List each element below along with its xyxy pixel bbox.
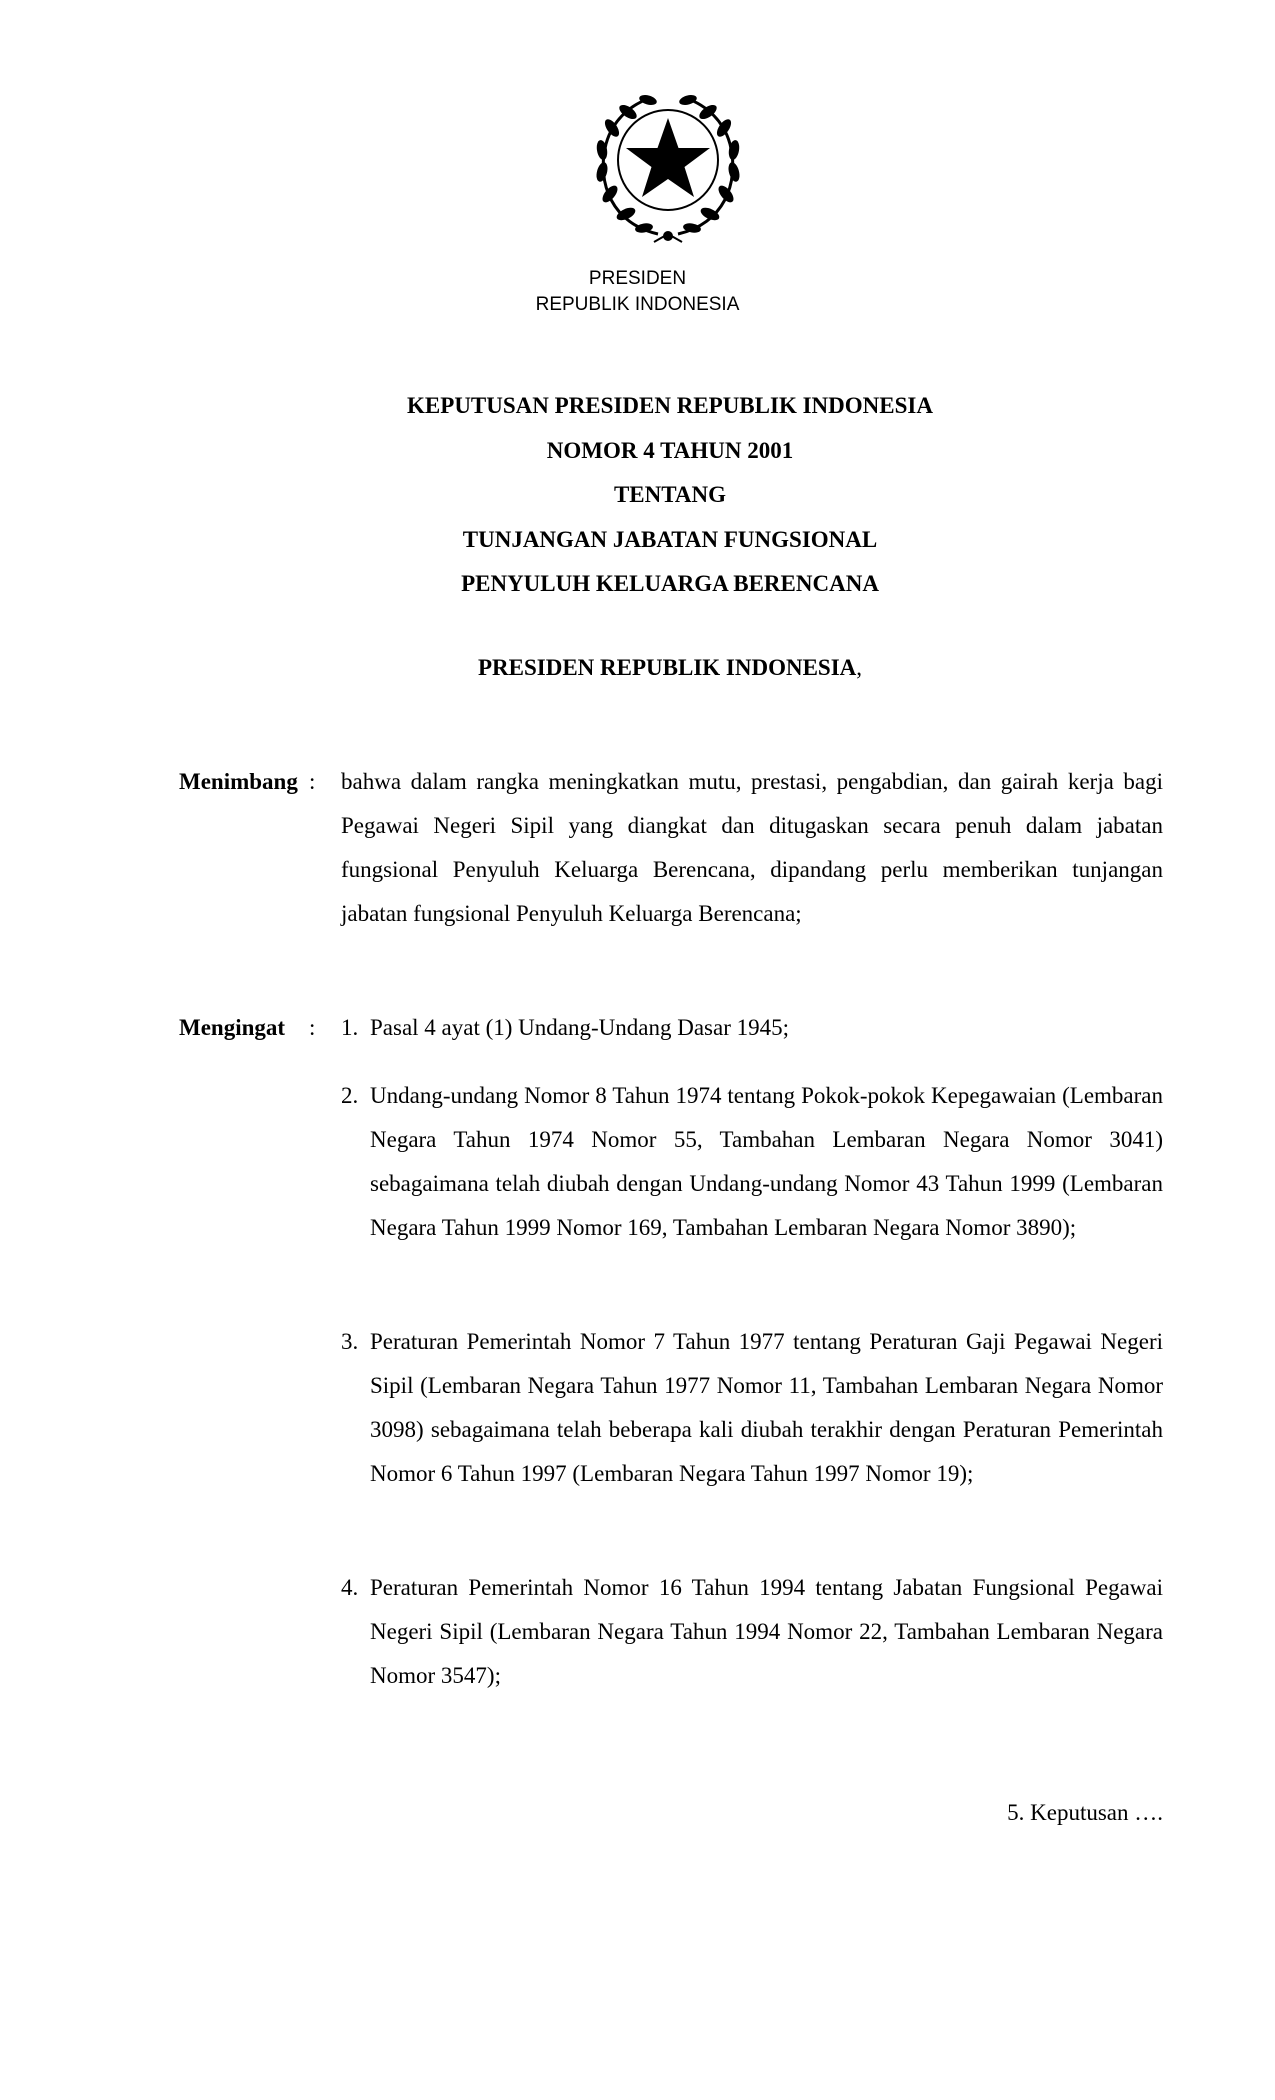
mengingat-colon: : <box>309 1015 316 1040</box>
menimbang-label: Menimbang <box>179 769 298 794</box>
menimbang-text: bahwa dalam rangka meningkatkan mutu, prestasi, pengabdian, dan gairah kerja bagi Pegawai Negeri Sipil yang diangkat dan ditugaskan secara penuh dalam jabatan fungsional Penyuluh Keluarga Berencana, dipandang perlu memberikan tunjangan jabatan fungsional Penyuluh Keluarga Berencana; <box>341 769 1163 926</box>
mengingat-item-1-num: 1. <box>341 1015 359 1040</box>
title-line-2: NOMOR 4 TAHUN 2001 <box>546 437 794 463</box>
mengingat-item-4-text: Peraturan Pemerintah Nomor 16 Tahun 1994 tentang Jabatan Fungsional Pegawai Negeri Sipil (Lembaran Negara Tahun 1994 Nomor 22, Tambahan Lembaran Negara Nomor 3547); <box>370 1575 1163 1688</box>
mengingat-item-1-text: Pasal 4 ayat (1) Undang-Undang Dasar 1945; <box>370 1015 789 1040</box>
title-line-1: KEPUTUSAN PRESIDEN REPUBLIK INDONESIA <box>407 393 933 418</box>
president-line-text: PRESIDEN REPUBLIK INDONESIA <box>477 655 857 680</box>
mengingat-item-3-text: Peraturan Pemerintah Nomor 7 Tahun 1977 tentang Peraturan Gaji Pegawai Negeri Sipil (Lembaran Negara Tahun 1977 Nomor 11, Tambahan Lembaran Negara Nomor 3098) sebagaimana telah beberapa kali diubah terakhir dengan Peraturan Pemerintah Nomor 6 Tahun 1997 (Lembaran Negara Tahun 1997 Nomor 19); <box>370 1329 1163 1486</box>
page-continuation: 5. Keputusan …. <box>1007 1800 1163 1825</box>
president-line <box>0 646 1275 690</box>
president-line-punct: , <box>856 655 863 680</box>
title-line-4: TUNJANGAN JABATAN FUNGSIONAL <box>462 526 878 552</box>
mengingat-item-2-text: Undang-undang Nomor 8 Tahun 1974 tentang Pokok-pokok Kepegawaian (Lembaran Negara Tahun 1974 Nomor 55, Tambahan Lembaran Negara Nomor 3041) sebagaimana telah diubah dengan Undang-undang Nomor 43 Tahun 1999 (Lembaran Negara Tahun 1999 Nomor 169, Tambahan Lembaran Negara Nomor 3890); <box>370 1083 1163 1240</box>
mengingat-item-2-num: 2. <box>341 1083 359 1108</box>
title-line-3: TENTANG <box>613 482 727 507</box>
mengingat-item-4-num: 4. <box>341 1575 359 1600</box>
mengingat-item-3-num: 3. <box>341 1329 359 1354</box>
document-title <box>0 384 1275 607</box>
garuda-emblem-icon <box>588 84 748 248</box>
letterhead-line-1: PRESIDEN <box>588 268 687 289</box>
menimbang-colon: : <box>309 769 316 794</box>
mengingat-label: Mengingat <box>179 1015 286 1040</box>
letterhead-line-2: REPUBLIK INDONESIA <box>535 294 740 315</box>
title-line-5: PENYULUH KELUARGA BERENCANA <box>461 571 879 596</box>
